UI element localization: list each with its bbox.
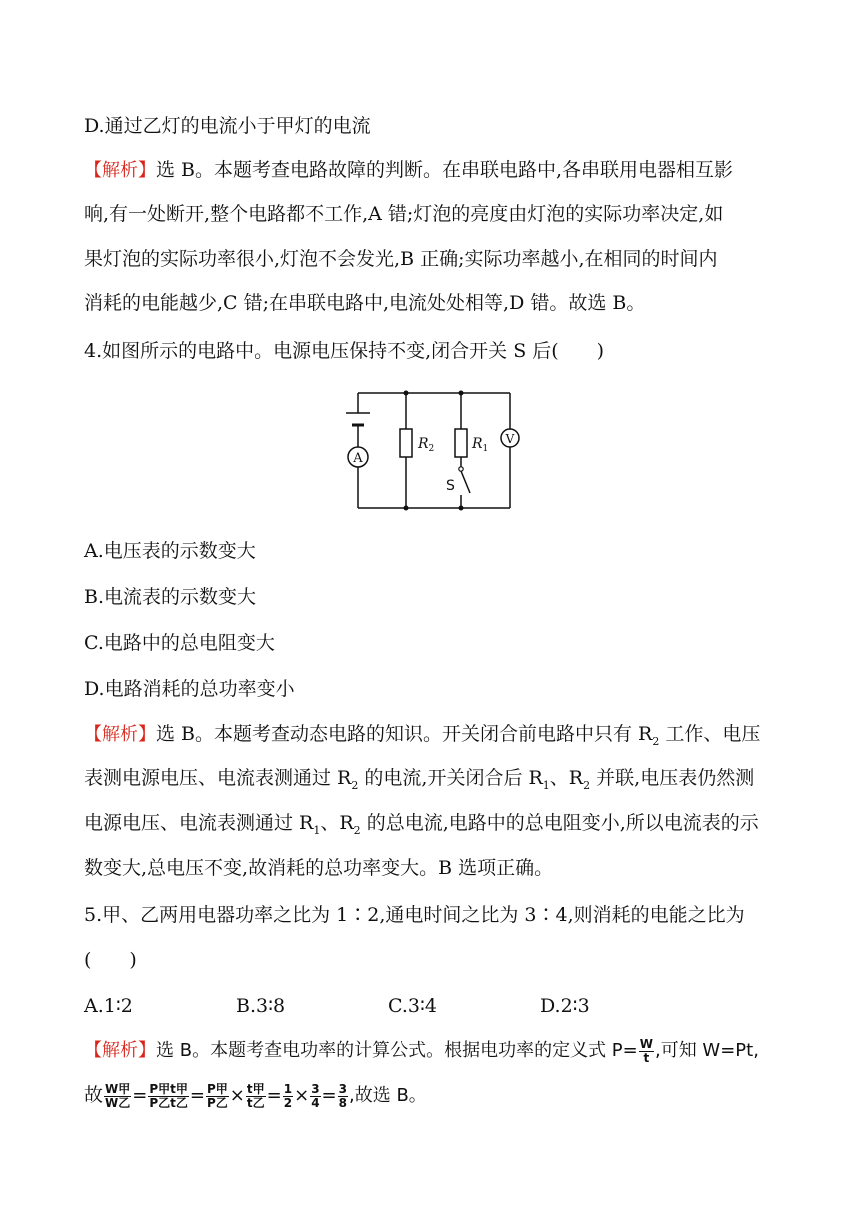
q5-option-a: A.1∶2 bbox=[84, 995, 133, 1017]
voltmeter-label: V bbox=[505, 432, 515, 446]
value-3-4: $\frac{3}{4}$ bbox=[311, 1081, 320, 1110]
q3-analysis-line-4: 消耗的电能越少,C 错;在串联电路中,电流处处相等,D 错。故选 B。 bbox=[84, 292, 646, 314]
q5-analysis-line-2: 故 $\frac{\text{W甲}}{\text{W乙}}$ = $\frac{\text{P甲t甲}}{\text{P乙t乙}}$ = $\frac{\text{P甲}}{\text{P乙}}$ × $\frac{\text{t甲}}{\text{t乙}}$ = $\frac{1}{2}$ × $\frac{3}{4}$ = $\frac{3}{8}$ ,故选 B。 bbox=[84, 1081, 427, 1110]
q4-option-c: C.电路中的总电阻变大 bbox=[84, 632, 275, 654]
circuit-diagram bbox=[340, 385, 522, 515]
value-3-8: $\frac{3}{8}$ bbox=[338, 1081, 347, 1110]
analysis-tag: 【解析】 bbox=[84, 1040, 156, 1061]
ratio-t: $\frac{\text{t甲}}{\text{t乙}}$ bbox=[246, 1081, 265, 1110]
q4-option-d: D.电路消耗的总功率变小 bbox=[84, 678, 295, 700]
q5-option-b: B.3∶8 bbox=[236, 995, 286, 1017]
q4-analysis-line-3: 电源电压、电流表测通过 $R_1$、$R_2$ 的总电流,电路中的总电阻变小,所以电流表的示 bbox=[84, 812, 759, 837]
voltmeter-icon bbox=[501, 429, 519, 447]
q3-analysis-text: 选 B。本题考查电路故障的判断。在串联电路中,各串联用电器相互影 bbox=[156, 159, 734, 181]
q4-analysis-line-1: 【解析】选 B。本题考查动态电路的知识。开关闭合前电路中只有 $R_2$ 工作、电压 bbox=[84, 723, 761, 748]
q5-conclusion: ,故选 B。 bbox=[349, 1085, 427, 1106]
switch-icon bbox=[459, 467, 470, 493]
q4-analysis-line-4: 数变大,总电压不变,故消耗的总功率变大。B 选项正确。 bbox=[84, 857, 554, 879]
q5-option-c: C.3∶4 bbox=[388, 995, 438, 1017]
q4-option-b: B.电流表的示数变大 bbox=[84, 586, 257, 608]
resistor-r1-icon bbox=[455, 429, 467, 457]
resistor-r2-icon bbox=[400, 429, 412, 457]
switch-label: S bbox=[446, 478, 455, 494]
battery-icon bbox=[346, 413, 370, 425]
r2-label: $R_2$ bbox=[418, 436, 435, 454]
q5-options bbox=[84, 993, 692, 1019]
ammeter-icon bbox=[348, 447, 368, 467]
analysis-tag: 【解析】 bbox=[84, 724, 156, 745]
ratio-pt: $\frac{\text{P甲t甲}}{\text{P乙t乙}}$ bbox=[149, 1081, 188, 1110]
ammeter-label: A bbox=[353, 451, 363, 466]
q5-analysis-line-1: 【解析】选 B。本题考查电功率的计算公式。根据电功率的定义式 P= $\frac{W}{t}$ ,可知 W=Pt, bbox=[84, 1036, 759, 1065]
q4-analysis-line-2: 表测电源电压、电流表测通过 $R_2$ 的电流,开关闭合后 $R_1$、$R_2$ 并联,电压表仍然测 bbox=[84, 767, 755, 792]
analysis-tag: 【解析】 bbox=[84, 160, 156, 181]
ratio-w: $\frac{\text{W甲}}{\text{W乙}}$ bbox=[105, 1081, 131, 1110]
q3-option-d: D.通过乙灯的电流小于甲灯的电流 bbox=[84, 115, 371, 137]
q5-option-d: D.2∶3 bbox=[540, 995, 590, 1017]
value-1-2: $\frac{1}{2}$ bbox=[283, 1081, 293, 1110]
q4-stem: 4.如图所示的电路中。电源电压保持不变,闭合开关 S 后( ) bbox=[84, 340, 605, 362]
q5-stem-line-2: ( ) bbox=[84, 949, 137, 971]
q3-analysis-line-2: 响,有一处断开,整个电路都不工作,A 错;灯泡的亮度由灯泡的实际功率决定,如 bbox=[84, 203, 724, 225]
power-formula-fraction: $\frac{W}{t}$ bbox=[639, 1036, 653, 1065]
q3-analysis-line-3: 果灯泡的实际功率很小,灯泡不会发光,B 正确;实际功率越小,在相同的时间内 bbox=[84, 248, 718, 270]
ratio-p: $\frac{\text{P甲}}{\text{P乙}}$ bbox=[207, 1081, 228, 1110]
q3-analysis-line-1 bbox=[84, 157, 733, 184]
r1-label: $R_1$ bbox=[472, 436, 489, 454]
q4-option-a: A.电压表的示数变大 bbox=[84, 540, 256, 562]
q5-stem-line-1: 5.甲、乙两用电器功率之比为 1∶2,通电时间之比为 3∶4,则消耗的电能之比为 bbox=[84, 904, 745, 926]
